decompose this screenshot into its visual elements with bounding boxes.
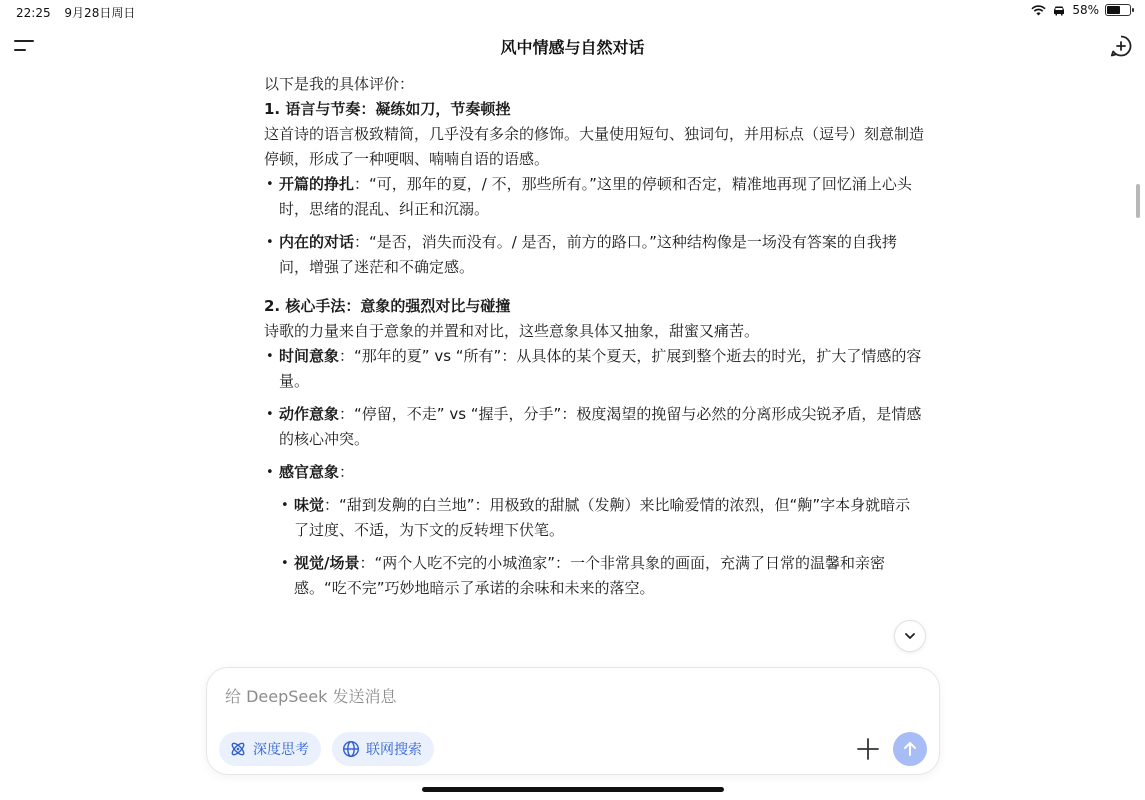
web-search-button[interactable]	[332, 732, 434, 766]
list-item	[264, 344, 924, 394]
page-title: 风中情感与自然对话	[500, 38, 645, 57]
sub-bullet-label: 味觉	[294, 496, 325, 514]
bullet-text: ：“可，那年的夏，/ 不，那些所有。”这里的停顿和否定，精准地再现了回忆涌上心头时，思绪的混乱、纠正和沉溺。	[279, 175, 912, 218]
new-chat-button[interactable]	[1109, 34, 1133, 58]
sub-list	[279, 493, 924, 601]
battery-percent: 58%	[1072, 3, 1099, 17]
new-chat-icon	[1109, 34, 1133, 58]
list-item	[264, 230, 924, 280]
section-heading-1: 1. 语言与节奏：凝练如刀，节奏顿挫	[264, 100, 511, 118]
message-input[interactable]	[225, 684, 915, 708]
list-item	[264, 460, 924, 601]
bullet-list-2	[264, 344, 924, 601]
status-time: 22:25	[16, 6, 51, 20]
sub-bullet-text: ：“两个人吃不完的小城渔家”：一个非常具象的画面，充满了日常的温馨和亲密感。“吃不完”巧妙地暗示了承诺的余味和未来的落空。	[294, 554, 886, 597]
status-date: 9月28日周日	[64, 6, 136, 20]
bullet-label: 感官意象	[279, 463, 340, 481]
chevron-down-icon	[903, 629, 917, 643]
header	[0, 26, 1145, 66]
sub-bullet-label: 视觉/场景	[294, 554, 360, 572]
list-item	[264, 172, 924, 222]
scrollbar[interactable]	[1136, 184, 1140, 218]
deep-think-label: 深度思考	[253, 742, 309, 758]
assistant-message	[264, 72, 924, 615]
section-heading-2: 2. 核心手法：意象的强烈对比与碰撞	[264, 297, 511, 315]
attach-button[interactable]	[855, 736, 881, 762]
battery-fill	[1107, 6, 1120, 14]
sub-bullet-text: ：“甜到发齁的白兰地”：用极致的甜腻（发齁）来比喻爱情的浓烈，但“齁”字本身就暗示了过度、不适，为下文的反转埋下伏笔。	[294, 496, 911, 539]
send-arrow-icon	[901, 740, 919, 758]
globe-icon	[342, 740, 360, 758]
message-composer	[206, 667, 940, 775]
battery-icon	[1105, 4, 1131, 16]
bullet-text: ：“是否，消失而没有。/ 是否，前方的路口。”这种结构像是一场没有答案的自我拷问，增强了迷茫和不确定感。	[279, 233, 897, 276]
scroll-to-bottom-button[interactable]	[894, 620, 926, 652]
section-desc-1: 这首诗的语言极致精简，几乎没有多余的修饰。大量使用短句、独词句，并用标点（逗号）刻意制造停顿，形成了一种哽咽、喃喃自语的语感。	[264, 125, 925, 168]
send-button[interactable]	[893, 732, 927, 766]
deep-think-button[interactable]	[219, 732, 321, 766]
bullet-label: 开篇的挣扎	[279, 175, 355, 193]
car-icon	[1052, 5, 1066, 16]
home-indicator	[422, 787, 724, 792]
bullet-text: ：“那年的夏” vs “所有”：从具体的某个夏天，扩展到整个逝去的时光，扩大了情感的容量。	[279, 347, 922, 390]
bullet-label: 时间意象	[279, 347, 340, 365]
bullet-text: ：	[339, 463, 355, 481]
web-search-label: 联网搜索	[366, 742, 422, 758]
content-fade	[0, 640, 1145, 670]
wifi-icon	[1031, 5, 1046, 16]
bullet-list-1	[264, 172, 924, 280]
intro-text: 以下是我的具体评价：	[264, 75, 415, 93]
bullet-text: ：“停留，不走” vs “握手，分手”：极度渴望的挽留与必然的分离形成尖锐矛盾，是情感的核心冲突。	[279, 405, 922, 448]
bullet-label: 动作意象	[279, 405, 340, 423]
status-left	[16, 4, 145, 21]
plus-icon	[855, 736, 881, 762]
sub-list-item	[279, 551, 924, 601]
list-item	[264, 402, 924, 452]
sub-list-item	[279, 493, 924, 543]
status-right	[1031, 3, 1131, 17]
bullet-label: 内在的对话	[279, 233, 355, 251]
atom-icon	[229, 740, 247, 758]
section-desc-2: 诗歌的力量来自于意象的并置和对比，这些意象具体又抽象，甜蜜又痛苦。	[264, 322, 760, 340]
status-bar	[0, 0, 1145, 24]
